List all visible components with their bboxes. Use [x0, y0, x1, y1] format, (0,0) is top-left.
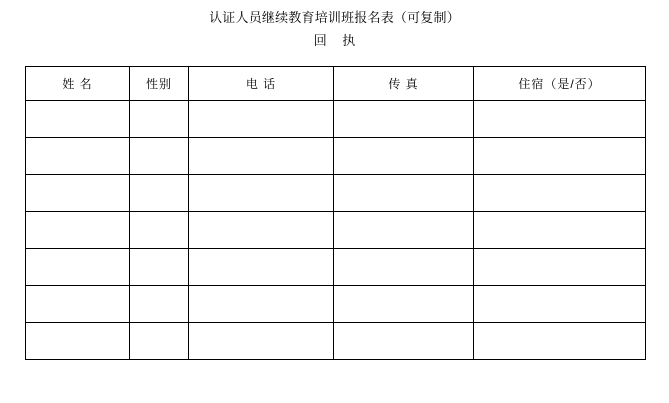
cell-fax[interactable]: [334, 175, 474, 212]
cell-gender[interactable]: [130, 249, 189, 286]
cell-phone[interactable]: [189, 249, 334, 286]
cell-phone[interactable]: [189, 101, 334, 138]
cell-name[interactable]: [26, 101, 130, 138]
table-row: [26, 286, 646, 323]
page-subtitle: 回 执: [313, 33, 362, 48]
table-row: [26, 212, 646, 249]
column-header-fax-label: 传 真: [388, 77, 419, 91]
cell-gender[interactable]: [130, 175, 189, 212]
table-row: [26, 323, 646, 360]
cell-fax[interactable]: [334, 286, 474, 323]
column-header-phone-label: 电 话: [245, 77, 277, 91]
cell-phone[interactable]: [189, 175, 334, 212]
cell-lodging[interactable]: [474, 138, 646, 175]
table-header: [26, 67, 646, 101]
cell-name[interactable]: [26, 249, 130, 286]
registration-table: [25, 66, 646, 360]
cell-fax[interactable]: [334, 101, 474, 138]
cell-fax[interactable]: [334, 138, 474, 175]
column-header-name-label: 姓 名: [62, 77, 93, 91]
cell-name[interactable]: [26, 138, 130, 175]
cell-name[interactable]: [26, 323, 130, 360]
cell-fax[interactable]: [334, 212, 474, 249]
title-block: [0, 0, 669, 50]
cell-lodging[interactable]: [474, 249, 646, 286]
table-body: [26, 101, 646, 360]
table-row: [26, 249, 646, 286]
table-row: [26, 101, 646, 138]
page-title: 认证人员继续教育培训班报名表（可复制）: [209, 10, 460, 25]
column-header-fax: [334, 67, 474, 101]
column-header-gender: [130, 67, 189, 101]
column-header-lodging-label: 住宿（是/否）: [518, 77, 601, 91]
cell-lodging[interactable]: [474, 323, 646, 360]
cell-name[interactable]: [26, 212, 130, 249]
cell-gender[interactable]: [130, 138, 189, 175]
cell-name[interactable]: [26, 286, 130, 323]
column-header-name: [26, 67, 130, 101]
cell-phone[interactable]: [189, 138, 334, 175]
cell-gender[interactable]: [130, 212, 189, 249]
column-header-gender-label: 性别: [145, 77, 172, 91]
cell-gender[interactable]: [130, 101, 189, 138]
cell-phone[interactable]: [189, 323, 334, 360]
cell-gender[interactable]: [130, 323, 189, 360]
cell-fax[interactable]: [334, 249, 474, 286]
cell-lodging[interactable]: [474, 101, 646, 138]
cell-lodging[interactable]: [474, 212, 646, 249]
registration-table-wrapper: [25, 66, 645, 360]
cell-gender[interactable]: [130, 286, 189, 323]
column-header-phone: [189, 67, 334, 101]
cell-phone[interactable]: [189, 286, 334, 323]
cell-fax[interactable]: [334, 323, 474, 360]
cell-lodging[interactable]: [474, 286, 646, 323]
table-row: [26, 138, 646, 175]
cell-lodging[interactable]: [474, 175, 646, 212]
table-header-row: [26, 67, 646, 101]
column-header-lodging: [474, 67, 646, 101]
table-row: [26, 175, 646, 212]
cell-phone[interactable]: [189, 212, 334, 249]
cell-name[interactable]: [26, 175, 130, 212]
